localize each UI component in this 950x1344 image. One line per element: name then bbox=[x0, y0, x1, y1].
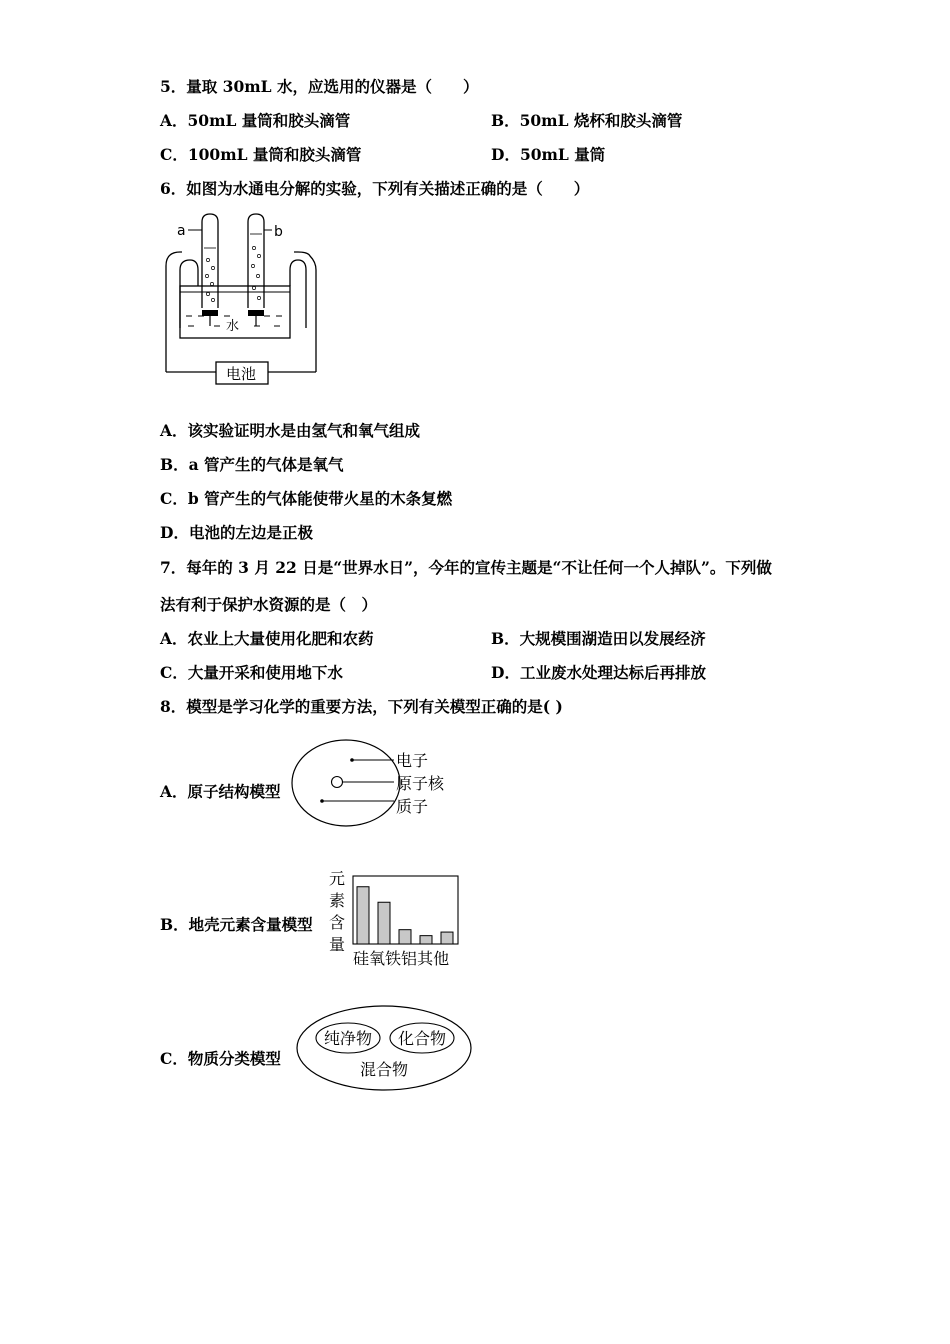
crust-element-chart bbox=[325, 866, 467, 970]
q6-option-a: A．该实验证明水是由氢气和氧气组成 bbox=[160, 421, 421, 440]
q7-option-d: D．工业废水处理达标后再排放 bbox=[491, 663, 706, 682]
q6-option-b: B．a 管产生的气体是氧气 bbox=[160, 455, 344, 474]
chart-category-1: 氧 bbox=[369, 949, 386, 968]
chart-category-4: 其他 bbox=[417, 949, 450, 968]
classification-diagram bbox=[296, 1004, 476, 1094]
q5-stem: 5．量取 30mL 水，应选用的仪器是（ ） bbox=[160, 77, 479, 96]
q6-option-d: D．电池的左边是正极 bbox=[160, 523, 313, 542]
mixture-label: 混合物 bbox=[359, 1060, 409, 1079]
chart-bar-2 bbox=[399, 930, 411, 944]
q6-option-c: C．b 管产生的气体能使带火星的木条复燃 bbox=[160, 489, 453, 508]
atom-model-diagram bbox=[290, 738, 460, 830]
q8-option-c: C．物质分类模型 bbox=[160, 1049, 281, 1068]
chart-ylabel-char: 元 bbox=[329, 869, 346, 888]
electrolysis-diagram bbox=[158, 208, 318, 390]
q7-option-a: A．农业上大量使用化肥和农药 bbox=[160, 629, 374, 648]
q6-stem: 6．如图为水通电分解的实验，下列有关描述正确的是（ ） bbox=[160, 179, 590, 198]
pure-substance-label: 纯净物 bbox=[323, 1029, 373, 1048]
chart-bar-1 bbox=[378, 902, 390, 944]
q8-stem: 8．模型是学习化学的重要方法，下列有关模型正确的是( ) bbox=[160, 697, 563, 716]
chart-category-2: 铁 bbox=[385, 949, 402, 968]
tube-b-label: b bbox=[274, 224, 283, 240]
q8-option-a: A．原子结构模型 bbox=[160, 782, 281, 801]
chart-ylabel-char: 量 bbox=[329, 935, 346, 954]
chart-ylabel-char: 含 bbox=[329, 913, 346, 932]
chart-ylabel-char: 素 bbox=[329, 891, 346, 910]
chart-category-3: 铝 bbox=[401, 949, 418, 968]
proton-label: 质子 bbox=[396, 797, 429, 816]
nucleus-label: 原子核 bbox=[396, 774, 445, 793]
q7-stem-line2: 法有利于保护水资源的是（ ） bbox=[160, 595, 378, 614]
compound-label: 化合物 bbox=[397, 1029, 447, 1048]
chart-category-0: 硅 bbox=[353, 949, 370, 968]
tube-a-label: a bbox=[177, 223, 186, 239]
q5-option-a: A．50mL 量筒和胶头滴管 bbox=[160, 111, 351, 130]
water-label: 水 bbox=[226, 319, 240, 334]
electron-label: 电子 bbox=[396, 751, 429, 770]
battery-label: 电池 bbox=[226, 365, 257, 383]
q5-option-b: B．50mL 烧杯和胶头滴管 bbox=[491, 111, 683, 130]
q7-option-c: C．大量开采和使用地下水 bbox=[160, 663, 343, 682]
q5-option-c: C．100mL 量筒和胶头滴管 bbox=[160, 145, 362, 164]
chart-bar-3 bbox=[420, 936, 432, 944]
chart-category-labels bbox=[353, 949, 449, 968]
q8-option-b: B．地壳元素含量模型 bbox=[160, 915, 313, 934]
chart-bar-4 bbox=[441, 932, 453, 944]
q5-option-d: D．50mL 量筒 bbox=[491, 145, 606, 164]
q7-stem-line1: 7．每年的 3 月 22 日是“世界水日”，今年的宣传主题是“不让任何一个人掉队”。下列做 bbox=[160, 558, 772, 577]
chart-bar-0 bbox=[357, 887, 369, 944]
q7-option-b: B．大规模围湖造田以发展经济 bbox=[491, 629, 706, 648]
